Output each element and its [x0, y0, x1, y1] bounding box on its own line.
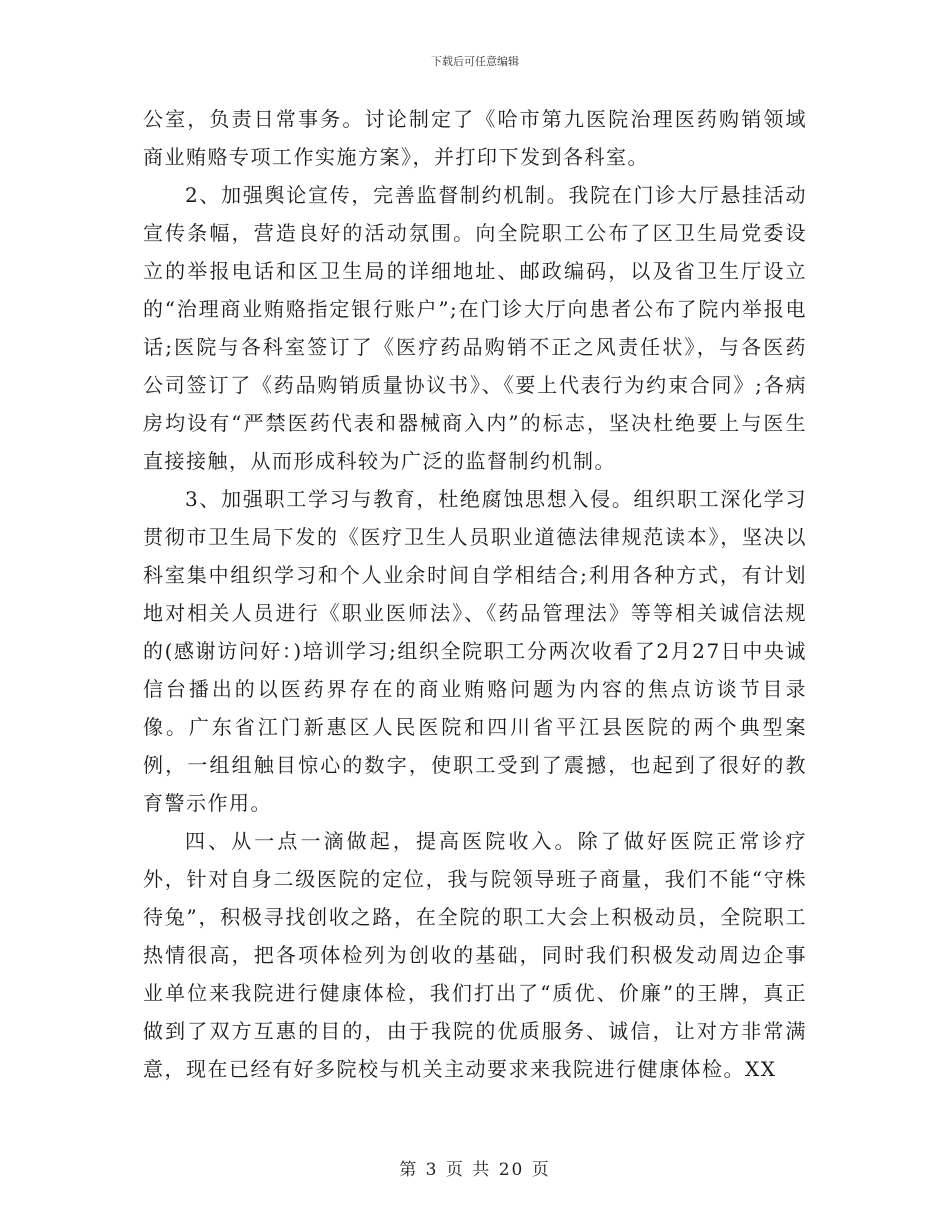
paragraph-1: 公室，负责日常事务。讨论制定了《哈市第九医院治理医药购销领域商业贿赂专项工作实施方案》，并打印下发到各科室。	[143, 107, 807, 169]
paragraph-2: 2、加强舆论宣传，完善监督制约机制。我院在门诊大厅悬挂活动宣传条幅，营造良好的活动氛围。向全院职工公布了区卫生局党委设立的举报电话和区卫生局的详细地址、邮政编码，以及省卫生厅设立的“治理商业贿赂指定银行账户”;在门诊大厅向患者公布了院内举报电话;医院与各科室签订了《医疗药品购销不正之风责任状》，与各医药公司签订了《药品购销质量协议书》、《要上代表行为约束合同》;各病房均设有“严禁医药代表和器械商入内”的标志，坚决杜绝要上与医生直接接触，从而形成科较为广泛的监督制约机制。	[143, 183, 807, 473]
document-body	[143, 100, 807, 1088]
paragraph-4: 四、从一点一滴做起，提高医院收入。除了做好医院正常诊疗外，针对自身二级医院的定位，我与院领导班子商量，我们不能“守株待兔”，积极寻找创收之路，在全院的职工大会上积极动员，全院职工热情很高，把各项体检列为创收的基础，同时我们积极发动周边企事业单位来我院进行健康体检，我们打出了“质优、价廉”的王牌，真正做到了双方互惠的目的，由于我院的优质服务、诚信，让对方非常满意，现在已经有好多院校与机关主动要求来我院进行健康体检。XX	[143, 829, 807, 1081]
page-number: 第 3 页 共 20 页	[399, 1160, 551, 1180]
header-note: 下载后可任意编辑	[431, 55, 519, 68]
paragraph-3: 3、加强职工学习与教育，杜绝腐蚀思想入侵。组织职工深化学习贯彻市卫生局下发的《医疗卫生人员职业道德法律规范读本》，坚决以科室集中组织学习和个人业余时间自学相结合;利用各种方式，有计划地对相关人员进行《职业医师法》、《药品管理法》等等相关诚信法规的(感谢访问好：)培训学习;组织全院职工分两次收看了2月27日中央诚信台播出的以医药界存在的商业贿赂问题为内容的焦点访谈节目录像。广东省江门新惠区人民医院和四川省平江县医院的两个典型案例，一组组触目惊心的数字，使职工受到了震撼，也起到了很好的教育警示作用。	[143, 487, 807, 815]
